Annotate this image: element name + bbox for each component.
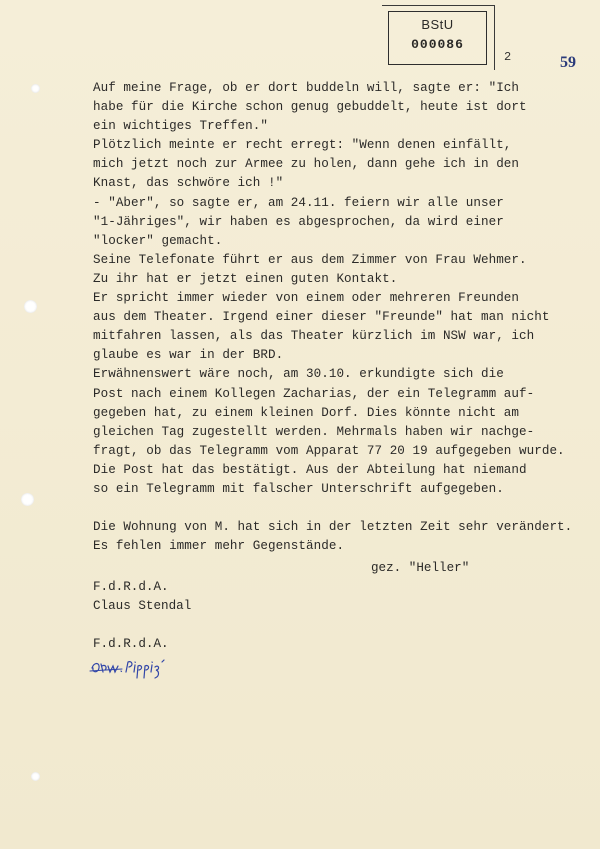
body-line: "locker" gemacht.	[93, 233, 223, 248]
body-line: glaube es war in der BRD.	[93, 348, 284, 363]
punch-hole-middle	[24, 300, 37, 313]
body-line: Post nach einem Kollegen Zacharias, der ein Telegramm auf-	[93, 386, 535, 401]
body-line: Die Post hat das bestätigt. Aus der Abteilung hat niemand	[93, 462, 527, 477]
fdrda-line-2: F.d.R.d.A.	[93, 637, 169, 651]
certifier-name: Claus Stendal	[93, 599, 192, 613]
body-line: aus dem Theater. Irgend einer dieser "Freunde" hat man nicht	[93, 310, 550, 325]
body-line: fragt, ob das Telegramm vom Apparat 77 20 19 aufgegeben wurde.	[93, 443, 565, 458]
body-line: Plötzlich meinte er recht erregt: "Wenn denen einfällt,	[93, 138, 512, 153]
body-line: gegeben hat, zu einem kleinen Dorf. Dies könnte nicht am	[93, 405, 520, 420]
page-number: 2	[504, 50, 512, 64]
punch-hole-bottom	[31, 772, 40, 781]
punch-hole-lower	[21, 493, 34, 506]
body-line	[93, 499, 573, 518]
body-line: Er spricht immer wieder von einem oder mehreren Freunden	[93, 291, 520, 306]
punch-hole-top	[31, 84, 40, 93]
body-line: Knast, das schwöre ich !"	[93, 176, 284, 191]
body-line: Seine Telefonate führt er aus dem Zimmer von Frau Wehmer.	[93, 252, 527, 267]
body-line: "1-Jähriges", wir haben es abgesprochen, da wird einer	[93, 214, 504, 229]
body-line: Erwähnenswert wäre noch, am 30.10. erkundigte sich die	[93, 367, 504, 382]
stamp-title: BStU	[421, 17, 454, 32]
body-line: gleichen Tag zugestellt werden. Mehrmals haben wir nachge-	[93, 424, 535, 439]
folio-number: 59	[560, 54, 576, 71]
body-line: - "Aber", so sagte er, am 24.11. feiern wir alle unser	[93, 195, 504, 210]
body-line: Die Wohnung von M. hat sich in der letzten Zeit sehr verändert.	[93, 520, 573, 535]
body-line: mich jetzt noch zur Armee zu holen, dann gehe ich in den	[93, 157, 520, 172]
signoff: gez. "Heller"	[371, 561, 470, 575]
body-line: Zu ihr hat er jetzt einen guten Kontakt.	[93, 271, 398, 286]
handwritten-signature	[88, 654, 180, 680]
body-line: so ein Telegramm mit falscher Unterschrift aufgegeben.	[93, 481, 504, 496]
archive-stamp	[388, 11, 487, 65]
body-line: Es fehlen immer mehr Gegenstände.	[93, 539, 345, 554]
body-line: mitfahren lassen, als das Theater kürzlich im NSW war, ich	[93, 329, 535, 344]
fdrda-line-1: F.d.R.d.A.	[93, 580, 169, 594]
stamp-number: 000086	[411, 37, 464, 52]
body-line: Auf meine Frage, ob er dort buddeln will, sagte er: "Ich	[93, 81, 520, 95]
body-line: ein wichtiges Treffen."	[93, 119, 268, 134]
body-line: habe für die Kirche schon genug gebuddelt, heute ist dort	[93, 100, 527, 115]
body-text	[93, 79, 573, 556]
